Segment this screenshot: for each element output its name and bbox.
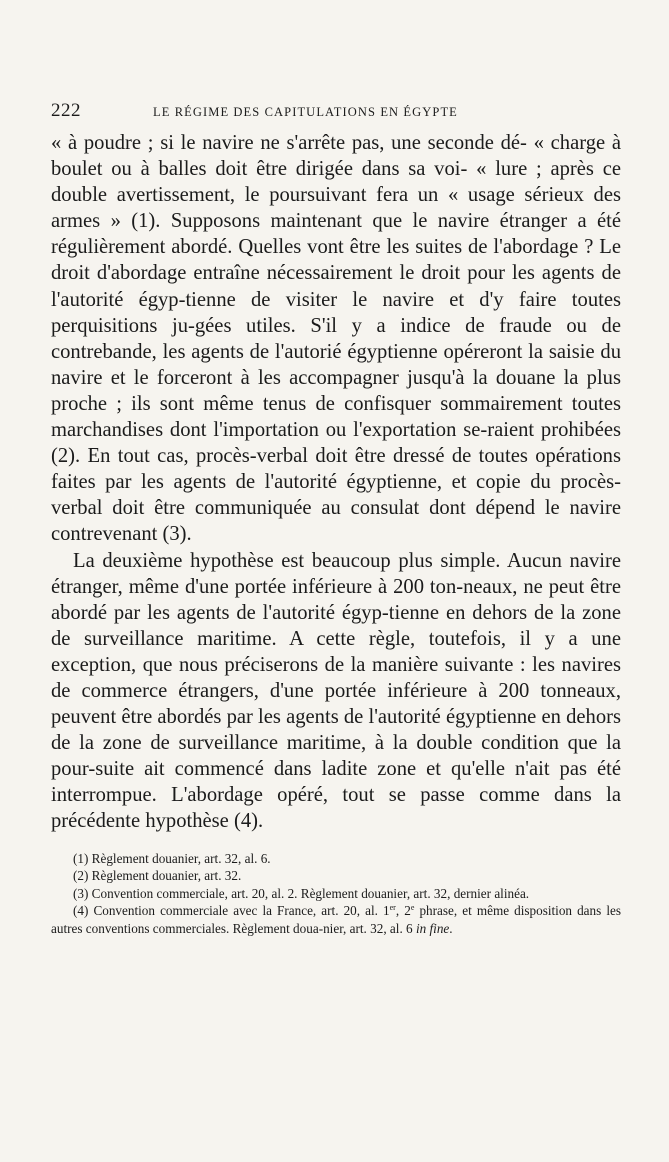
paragraph-1: « à poudre ; si le navire ne s'arrête pas, une seconde dé- « charge à boulet ou à balles doit être dirigée dans sa voi- « lure ; après ce double avertissement, le poursuivant fera un « usage sérieux des armes » (1). Supposons maintenant que le navire étranger a été régulièrement abordé. Quelles vont être les suites de l'abordage ? Le droit d'abordage entraîne nécessairement le droit pour les agents de l'autorité égyp-tienne de visiter le navire et d'y faire toutes perquisitions ju-gées utiles. S'il y a indice de fraude ou de contrebande, les agents de l'autorié égyptienne opéreront la saisie du navire et le forceront à les accompagner jusqu'à la douane la plus proche ; ils sont même tenus de confisquer sommairement toutes marchandises dont l'importation ou l'exportation se-raient prohibées (2). En tout cas, procès-verbal doit être dressé de toutes opérations faites par les agents de l'autorité égyptienne, et copie du procès-verbal doit être communiquée au consulat dont dépend le navire contrevenant (3).: [51, 132, 621, 546]
footnote-4: [51, 902, 621, 937]
footnote-4-mid: , 2: [395, 903, 411, 919]
page-number: 222: [51, 100, 81, 121]
paragraph-2: La deuxième hypothèse est beaucoup plus simple. Aucun navire étranger, même d'une portée inférieure à 200 ton-neaux, ne peut être abordé par les agents de l'autorité égyp-tienne en dehors de la zone de surveillance maritime. A cette règle, toutefois, il y a une exception, que nous préciserons de la manière suivante : les navires de commerce étrangers, d'une portée inférieure à 200 tonneaux, peuvent être abordés par les agents de l'autorité égyptienne en dehors de la zone de surveillance maritime, à la double condition que la pour-suite ait commencé dans ladite zone et qu'elle n'ait pas été interrompue. L'abordage opéré, tout se passe comme dans la précédente hypothèse (4).: [51, 549, 621, 833]
footnote-1: (1) Règlement douanier, art. 32, al. 6.: [73, 850, 271, 866]
running-title: LE RÉGIME DES CAPITULATIONS EN ÉGYPTE: [153, 105, 458, 119]
footnote-3: (3) Convention commerciale, art. 20, al. 2. Règlement douanier, art. 32, dernier alinéa.: [73, 885, 530, 901]
footnote-4-lead: (4) Convention commerciale avec la France, art. 20, al. 1: [73, 903, 390, 919]
footnote-4-italic: in fine: [415, 920, 450, 936]
footnote-4-end: .: [449, 920, 453, 936]
footnote-4-superscript-2: e: [410, 903, 415, 913]
footnote-2: (2) Règlement douanier, art. 32.: [73, 868, 242, 884]
main-text: [51, 130, 621, 835]
running-head: [51, 96, 621, 124]
footnote-4-rest: phrase, et même disposition dans les autres conventions commerciales. Règlement doua-nier, art. 32, al. 6: [51, 903, 621, 936]
footnote-4-superscript-1: er: [389, 903, 396, 913]
footnotes: [51, 850, 621, 938]
